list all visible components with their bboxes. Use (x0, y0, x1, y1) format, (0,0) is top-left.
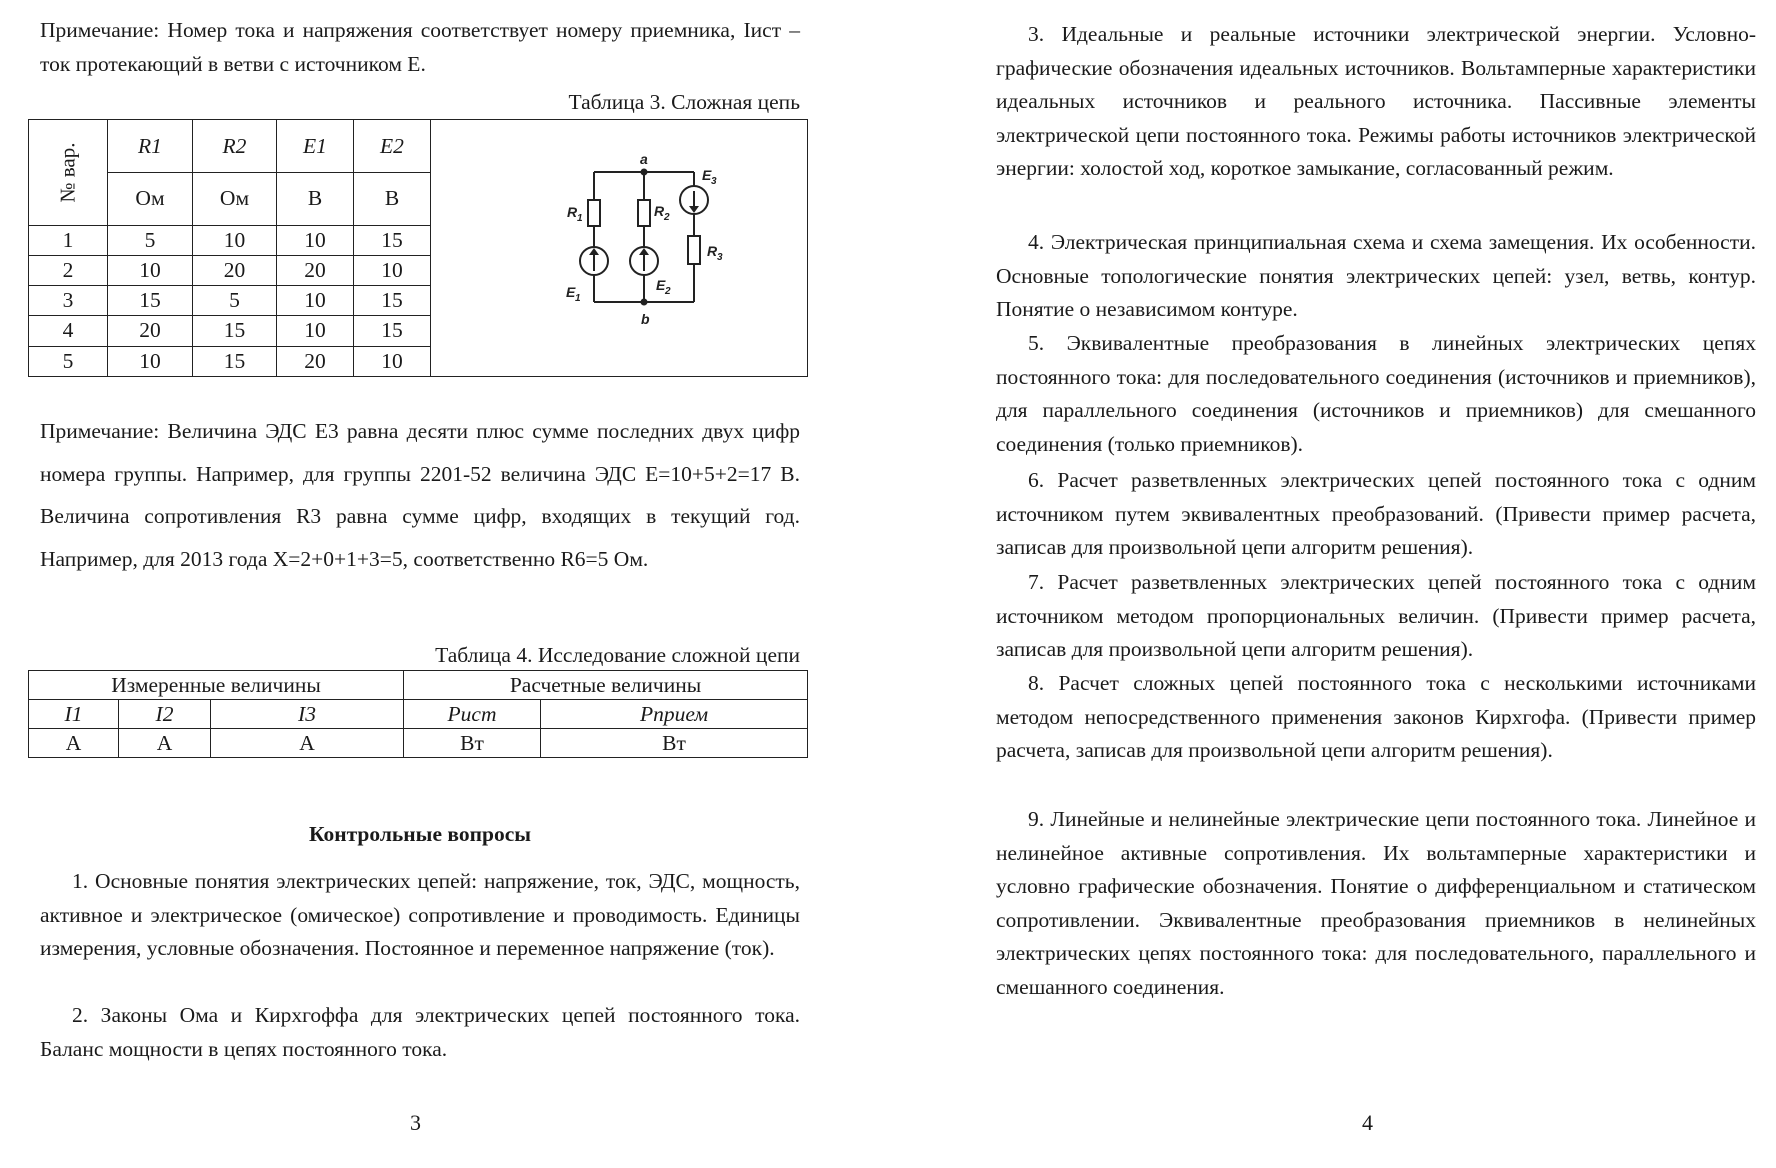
table3-cell: 3 (29, 286, 108, 316)
question-1: 1. Основные понятия электрических цепей: напряжение, ток, ЭДС, мощность, активное и электрическое (омическое) сопротивление и проводимость. Единицы измерения, условные обозначения. Постоянное и переменное напряжение (ток). (40, 869, 800, 960)
table4-unit-cell: Вт (541, 729, 808, 758)
note-current-numbering: Примечание: Номер тока и напряжения соответствует номеру приемника, Iист – ток протекающий в ветви с источником E. (40, 18, 800, 76)
table4-header-cell: I3 (211, 700, 404, 729)
table3-unit-cell: Ом (108, 173, 193, 225)
e3-label: E (702, 167, 712, 183)
node-a-dot (641, 169, 648, 176)
r1-label: R (567, 204, 578, 220)
table3-cell: 5 (108, 225, 193, 255)
svg-text:3: 3 (717, 252, 723, 263)
table3-header-cell: E2 (354, 120, 431, 173)
table4-group-measured: Измеренные величины (29, 671, 404, 700)
table3-unit-cell: В (354, 173, 431, 225)
table3-cell: 15 (193, 346, 277, 376)
svg-text:3: 3 (711, 176, 717, 187)
table3-cell: 10 (193, 225, 277, 255)
table3-cell: 5 (29, 346, 108, 376)
table4-header-cell: Pприем (541, 700, 808, 729)
table3-header-cell: E1 (277, 120, 354, 173)
table3-cell: 20 (193, 255, 277, 285)
resistor-r1 (588, 200, 600, 226)
table3-cell: 10 (277, 316, 354, 346)
table4-group-calculated: Расчетные величины (404, 671, 808, 700)
question-2: 2. Законы Ома и Кирхгоффа для электрических цепей постоянного тока. Баланс мощности в цепях постоянного тока. (40, 1003, 800, 1061)
table3-cell: 1 (29, 225, 108, 255)
table3-cell: 2 (29, 255, 108, 285)
control-questions-heading: Контрольные вопросы (308, 822, 532, 846)
question-6: 6. Расчет разветвленных электрических цепей постоянного тока с одним источником путем эквивалентных преобразований. (Привести пример расчета, записав для произвольной цепи алгоритм решения). (996, 468, 1756, 559)
page-number-right: 4 (1362, 1110, 1373, 1135)
svg-text:1: 1 (577, 213, 583, 224)
question-9: 9. Линейные и нелинейные электрические цепи постоянного тока. Линейное и нелинейное активные сопротивления. Их вольтамперные характеристики и условно графические обозначения. Понятие о дифференциальном и статическом сопротивлении. Эквивалентные преобразования приемников в нелинейных электрических цепях постоянного тока: для последовательного, параллельного и смешанного соединения. (996, 807, 1756, 999)
table3-cell: 20 (277, 346, 354, 376)
table4-unit-cell: А (29, 729, 119, 758)
table3-cell: 10 (277, 286, 354, 316)
table3-caption: Таблица 3. Сложная цепь (568, 90, 800, 114)
r2-label: R (654, 203, 665, 219)
table4-header-cell: I1 (29, 700, 119, 729)
resistor-r3 (688, 236, 700, 264)
table4 (28, 670, 808, 758)
table3-variant-header: № вар. (29, 120, 108, 226)
table3-cell: 15 (193, 316, 277, 346)
question-7: 7. Расчет разветвленных электрических цепей постоянного тока с одним источником методом пропорциональных величин. (Привести пример расчета, записав для произвольной цепи алгоритм решения). (996, 570, 1756, 661)
table3-header-cell: R2 (193, 120, 277, 173)
question-5: 5. Эквивалентные преобразования в линейных электрических цепях постоянного тока: для последовательного соединения (источников и приемников), для параллельного соединения (источников и приемников) для смешанного соединения (только приемников). (996, 331, 1756, 456)
table3-cell: 15 (108, 286, 193, 316)
svg-text:2: 2 (664, 212, 670, 223)
svg-text:2: 2 (665, 286, 671, 297)
table3-cell: 15 (354, 316, 431, 346)
table4-header-cell: Pист (404, 700, 541, 729)
svg-text:1: 1 (575, 293, 581, 304)
table4-unit-cell: А (211, 729, 404, 758)
left-page (0, 0, 880, 1168)
table3-cell: 10 (108, 346, 193, 376)
table3-cell: 20 (277, 255, 354, 285)
e2-label: E (656, 277, 666, 293)
table3-cell: 10 (277, 225, 354, 255)
table3-cell: 20 (108, 316, 193, 346)
table3-cell: 4 (29, 316, 108, 346)
resistor-r2 (638, 200, 650, 226)
table3-unit-cell: В (277, 173, 354, 225)
node-a-label: a (640, 151, 648, 167)
table3-header-cell: R1 (108, 120, 193, 173)
circuit-diagram (469, 120, 769, 370)
e1-label: E (566, 284, 576, 300)
table4-unit-cell: Вт (404, 729, 541, 758)
table3-cell: 5 (193, 286, 277, 316)
r3-label: R (707, 243, 718, 259)
question-3: 3. Идеальные и реальные источники электрической энергии. Условно-графические обозначения идеальных источников. Вольтамперные характеристики идеальных источников и реального источника. Пассивные элементы электрической цепи постоянного тока. Режимы работы источников электрической энергии: холостой ход, короткое замыкание, согласованный режим. (996, 22, 1756, 180)
table3 (28, 119, 808, 377)
table3-unit-cell: Ом (193, 173, 277, 225)
table3-cell: 10 (108, 255, 193, 285)
table3-cell: 10 (354, 255, 431, 285)
page-number-left: 3 (410, 1110, 421, 1135)
table3-cell: 15 (354, 225, 431, 255)
question-4: 4. Электрическая принципиальная схема и схема замещения. Их особенности. Основные топологические понятия электрических цепей: узел, ветвь, контур. Понятие о независимом контуре. (996, 230, 1756, 321)
table3-cell: 10 (354, 346, 431, 376)
table4-unit-cell: А (119, 729, 211, 758)
table4-header-cell: I2 (119, 700, 211, 729)
note-e3-calculation: Примечание: Величина ЭДС E3 равна десяти плюс сумме последних двух цифр номера группы. Например, для группы 2201-52 величина ЭДС E=10+5+2=17 В. Величина сопротивления R3 равна сумме цифр, входящих в текущий год. Например, для 2013 года X=2+0+1+3=5, соответственно R6=5 Ом. (40, 419, 800, 571)
table4-caption: Таблица 4. Исследование сложной цепи (435, 643, 800, 667)
node-b-label: b (641, 311, 650, 327)
right-page (900, 0, 1776, 1168)
circuit-diagram-cell (431, 120, 808, 377)
question-8: 8. Расчет сложных цепей постоянного тока с несколькими источниками методом непосредственного применения законов Кирхгофа. (Привести пример расчета, записав для произвольной цепи алгоритм решения). (996, 671, 1756, 762)
node-b-dot (641, 299, 648, 306)
table3-cell: 15 (354, 286, 431, 316)
table-row (29, 729, 808, 758)
